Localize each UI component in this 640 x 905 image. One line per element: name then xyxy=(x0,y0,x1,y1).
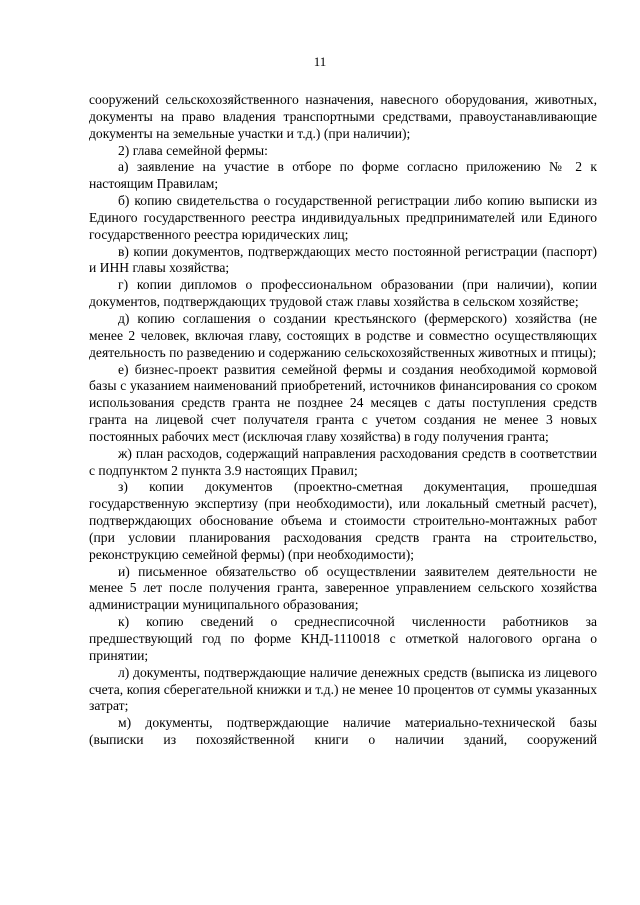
body-text xyxy=(89,92,597,749)
paragraph-item-i: и) письменное обязательство об осуществлении заявителем деятельности не менее 5 лет после получения гранта, заверенное управлением сельского хозяйства администрации муниципального образования; xyxy=(89,563,597,613)
paragraph-item-v: в) копии документов, подтверждающих место постоянной регистрации (паспорт) и ИНН главы хозяйства; xyxy=(89,243,597,276)
paragraph-item-zh: ж) план расходов, содержащий направления расходования средств в соответствии с подпунктом 2 пункта 3.9 настоящих Правил; xyxy=(89,445,597,478)
page-number: 11 xyxy=(313,54,327,69)
paragraph-item-d: д) копию соглашения о создании крестьянского (фермерского) хозяйства (не менее 2 человек, включая главу, состоящих в родстве и совместно осуществляющих деятельность по разведению и содержанию сельскохозяйственных животных и птицы); xyxy=(89,310,597,360)
paragraph-item-g: г) копии дипломов о профессиональном образовании (при наличии), копии документов, подтверждающих трудовой стаж главы хозяйства в сельском хозяйстве; xyxy=(89,277,597,310)
paragraph-item-e: е) бизнес-проект развития семейной фермы и создания необходимой кормовой базы с указанием наименований приобретений, источников финансирования со сроком использования средств гранта не позднее 24 месяцев с даты поступления средств гранта на лицевой счет получателя гранта с учетом создания не менее 3 новых постоянных рабочих мест (исключая главу хозяйства) в году получения гранта; xyxy=(89,361,597,444)
paragraph-item-m: м) документы, подтверждающие наличие материально-технической базы (выписки из похозяйственной книги о наличии зданий, сооружений xyxy=(89,715,597,748)
paragraph-item-z: з) копии документов (проектно-сметная документация, прошедшая государственную экспертизу (при необходимости), или локальный сметный расчет), подтверждающих обоснование объема и стоимости строительно-монтажных работ (при условии планирования расходования средств гранта на строительство, реконструкцию семейной фермы) (при необходимости); xyxy=(89,479,597,562)
paragraph-item-k: к) копию сведений о среднесписочной численности работников за предшествующий год по форме КНД-1110018 с отметкой налогового органа о принятии; xyxy=(89,614,597,663)
paragraph-item-b: б) копию свидетельства о государственной регистрации либо копию выписки из Единого государственного реестра индивидуальных предпринимателей или Единого государственного реестра юридических лиц; xyxy=(89,193,597,242)
paragraph-item-a: а) заявление на участие в отборе по форме согласно приложению № 2 к настоящим Правилам; xyxy=(89,159,597,192)
paragraph-item-l: л) документы, подтверждающие наличие денежных средств (выписка из лицевого счета, копия сберегательной книжки и т.д.) не менее 10 процентов от суммы указанных затрат; xyxy=(89,664,597,714)
paragraph-continuation: сооружений сельскохозяйственного назначения, навесного оборудования, животных, документы на право владения транспортными средствами, правоустанавливающие документы на земельные участки и т.д.) (при наличии); xyxy=(89,92,597,141)
paragraph-item-2: 2) глава семейной фермы: xyxy=(118,142,268,158)
